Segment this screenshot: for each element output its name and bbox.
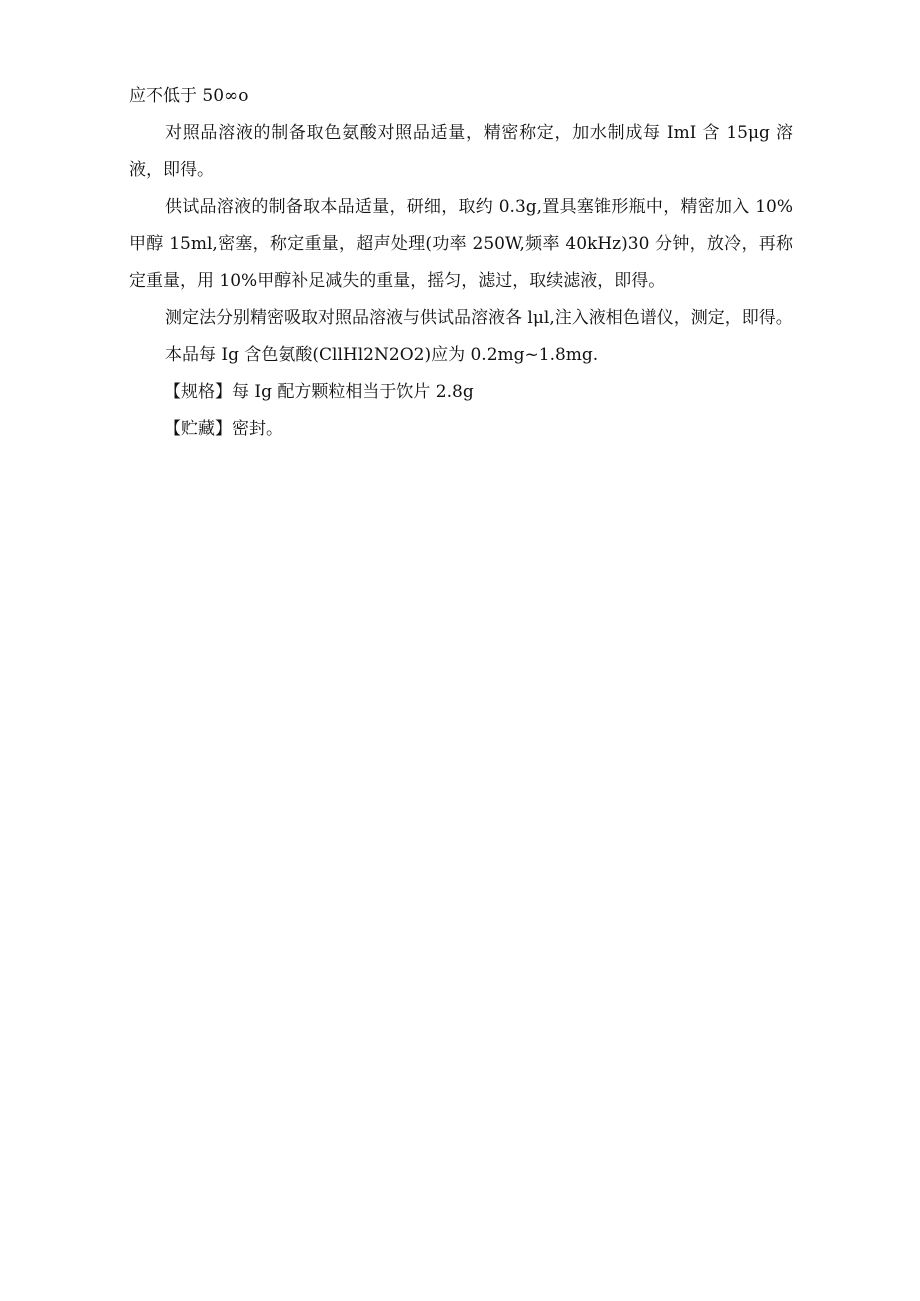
paragraph-storage: 【贮藏】密封。: [164, 419, 283, 439]
paragraph-assay-method: 测定法分别精密吸取对照品溶液与供试品溶液各 lμl,注入液相色谱仪，测定，即得。: [165, 308, 793, 328]
document-body: [129, 78, 793, 448]
paragraph-specification: 【规格】每 Ig 配方颗粒相当于饮片 2.8g: [164, 382, 474, 402]
paragraph-limit: 应不低于 50∞o: [129, 86, 249, 106]
paragraph-test-solution: 供试品溶液的制备取本品适量，研细，取约 0.3g,置具塞锥形瓶中，精密加入 10%甲醇 15ml,密塞，称定重量，超声处理(功率 250W,频率 40kHz)30 分钟，放冷，再称定重量，用 10%甲醇补足减失的重量，摇匀，滤过，取续滤液，即得。: [129, 197, 793, 291]
paragraph-content-requirement: 本品每 Ig 含色氨酸(CllHl2N2O2)应为 0.2mg~1.8mg.: [165, 345, 599, 365]
paragraph-reference-solution: 对照品溶液的制备取色氨酸对照品适量，精密称定，加水制成每 ImI 含 15μg 溶液，即得。: [129, 123, 793, 180]
